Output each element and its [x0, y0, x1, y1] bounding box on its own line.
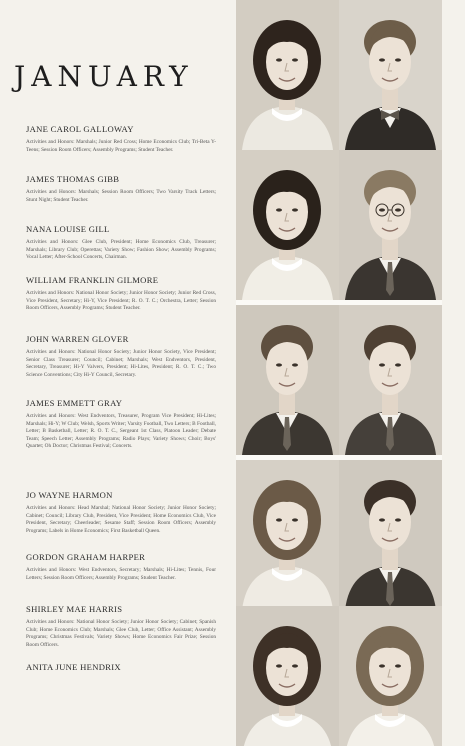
student-name: JAMES THOMAS GIBB — [26, 174, 120, 184]
student-activities: Activities and Honors: National Honor Society; Junior Honor Society; Junior Red Cross, Vice President, Secretary; Hi-Y, Vice President; R. O. T. C.; Orchestra, Letter; Session Room Officers, Assembly Programs; Student Teacher. — [26, 290, 216, 312]
student-entry — [26, 224, 226, 262]
student-activities: Activities and Honors: National Honor Society; Junior Honor Society, Vice President; Senior Class Treasurer; Council; Cabinet; Marshals; West Endventors, President, Secretary, Treasurer; Hi-Y Valvers, President; Hi-Lites, President; R. O. T. C.; Two Science Conventions; City Hi-Y Council, Secretary. — [26, 349, 216, 378]
student-entry — [26, 552, 226, 582]
student-activities: Activities and Honors: West Endventors, Secretary; Marshals; Hi-Lites; Tennis, Four Letters; Session Room Officers; Assembly Programs; Student Teacher. — [26, 567, 216, 581]
student-entry — [26, 275, 226, 313]
portrait-gordon-harper — [339, 460, 442, 610]
student-activities: Activities and Honors: Head Marshal; National Honor Society; Junior Honor Society; Cabinet; Council; Library Club, President, Vice President; Home Economics Club, Vice President, Secretary; Cheerleader; Sesame Staff; Session Room Officers; Assembly Programs; Labels in Home Economics; First Basketball Queen. — [26, 505, 216, 534]
student-name: JANE CAROL GALLOWAY — [26, 124, 134, 134]
portrait-jane-galloway — [236, 0, 339, 150]
student-entry — [26, 604, 226, 649]
portrait-james-gray — [339, 305, 442, 455]
portrait-william-gilmore — [339, 150, 442, 300]
page-title: JANUARY — [14, 60, 194, 93]
student-entry — [26, 490, 226, 535]
portrait-john-glover — [236, 305, 339, 455]
student-name: ANITA JUNE HENDRIX — [26, 662, 121, 672]
student-activities: Activities and Honors: Glee Club, President; Home Economics Club, Treasurer; Marshals; Library Club; Operettas; Variety Show; Fashion Show; Assembly Programs; Vocal Letter; After-School Concerts, Chairman. — [26, 239, 216, 261]
portrait-jo-harmon — [236, 460, 339, 610]
portrait-nana-gill — [236, 150, 339, 300]
student-activities: Activities and Honors: National Honor Society; Junior Honor Society; Cabinet; Spanish Club; Home Economics Club; Marshals; Glee Club, Letter; Office Assistant; Assembly Programs; Christmas Festivals; Variety Shows; Home Economics Fair Prize; Session Room Officers. — [26, 619, 216, 648]
student-activities: Activities and Honors: Marshals; Junior Red Cross; Home Economics Club; Tri-Beta Y-Teens; Session Room Officers; Assembly Programs; Student Teacher. — [26, 139, 216, 153]
student-name: GORDON GRAHAM HARPER — [26, 552, 146, 562]
student-entry — [26, 334, 226, 379]
portrait-anita-hendrix — [339, 606, 442, 746]
student-entry — [26, 124, 226, 154]
student-name: NANA LOUISE GILL — [26, 224, 110, 234]
student-name: JAMES EMMETT GRAY — [26, 398, 123, 408]
student-name: JOHN WARREN GLOVER — [26, 334, 129, 344]
student-name: JO WAYNE HARMON — [26, 490, 113, 500]
student-entry — [26, 398, 226, 451]
portrait-column — [236, 0, 442, 746]
student-name: SHIRLEY MAE HARRIS — [26, 604, 123, 614]
portrait-james-gibb — [339, 0, 442, 150]
student-entry — [26, 174, 226, 204]
student-entry — [26, 662, 226, 677]
student-name: WILLIAM FRANKLIN GILMORE — [26, 275, 159, 285]
student-activities: Activities and Honors: West Endventors, Treasurer, Program Vice President; Hi-Lites; Marshals; Hi-Y; W Club; Welsh, Sports Writer; Varsity Football, Two Letters; B Football, Letter; B Basketball, Letter; R. O. T. C., Sergeant 1st Class, Platoon Leader; Debate Team; Speech Letter; Assembly Programs; Radio Plays; Variety Shows; Choir; Boys' Quartet; Oh Doctor; Christmas Festival; Concerts. — [26, 413, 216, 450]
portrait-shirley-harris — [236, 606, 339, 746]
student-activities: Activities and Honors: Marshals; Session Room Officers; Two Varsity Track Letters; Stunt Night; Student Teacher. — [26, 189, 216, 203]
